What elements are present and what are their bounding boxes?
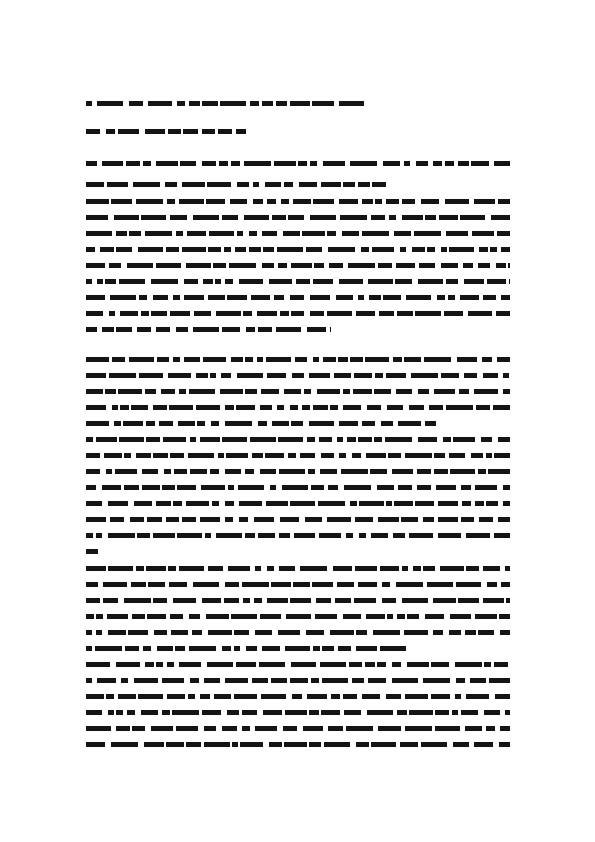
paragraph-1-line bbox=[86, 279, 510, 284]
paragraph-4-line bbox=[86, 566, 510, 571]
paragraph-5-line bbox=[86, 678, 510, 683]
paragraph-2-line bbox=[86, 405, 510, 410]
paragraph-4-line bbox=[86, 630, 510, 635]
paragraph-4-line bbox=[86, 646, 406, 651]
paragraph-3-line bbox=[86, 501, 510, 506]
paragraph-1-line bbox=[86, 199, 510, 204]
paragraph-3-line bbox=[86, 453, 510, 458]
paragraph-1-line bbox=[86, 327, 331, 332]
paragraph-1-line bbox=[86, 215, 510, 220]
paragraph-3-line bbox=[86, 485, 510, 490]
paragraph-3-line bbox=[86, 469, 510, 474]
paragraph-5-line bbox=[86, 710, 510, 715]
paragraph-1-line bbox=[86, 263, 510, 268]
paragraph-1-line bbox=[86, 311, 510, 316]
paragraph-1-line bbox=[86, 247, 510, 252]
paragraph-2-line bbox=[86, 389, 510, 394]
paragraph-1-line bbox=[86, 182, 386, 187]
paragraph-1-line bbox=[86, 231, 510, 236]
paragraph-3-line bbox=[86, 533, 510, 538]
paragraph-3-line bbox=[86, 517, 510, 522]
heading-line bbox=[86, 101, 364, 106]
paragraph-5-line bbox=[86, 726, 510, 731]
paragraph-1-line bbox=[86, 161, 510, 166]
paragraph-5-line bbox=[86, 662, 510, 667]
paragraph-1-line bbox=[86, 295, 510, 300]
paragraph-4-line bbox=[86, 614, 510, 619]
paragraph-2-line bbox=[86, 357, 510, 362]
paragraph-3-line bbox=[86, 437, 510, 442]
paragraph-4-line bbox=[86, 598, 510, 603]
paragraph-5-line bbox=[86, 694, 510, 699]
heading-line bbox=[86, 129, 246, 134]
paragraph-3-line bbox=[86, 549, 98, 554]
paragraph-2-line bbox=[86, 421, 436, 426]
paragraph-5-line bbox=[86, 742, 510, 747]
paragraph-2-line bbox=[86, 373, 510, 378]
paragraph-4-line bbox=[86, 582, 510, 587]
